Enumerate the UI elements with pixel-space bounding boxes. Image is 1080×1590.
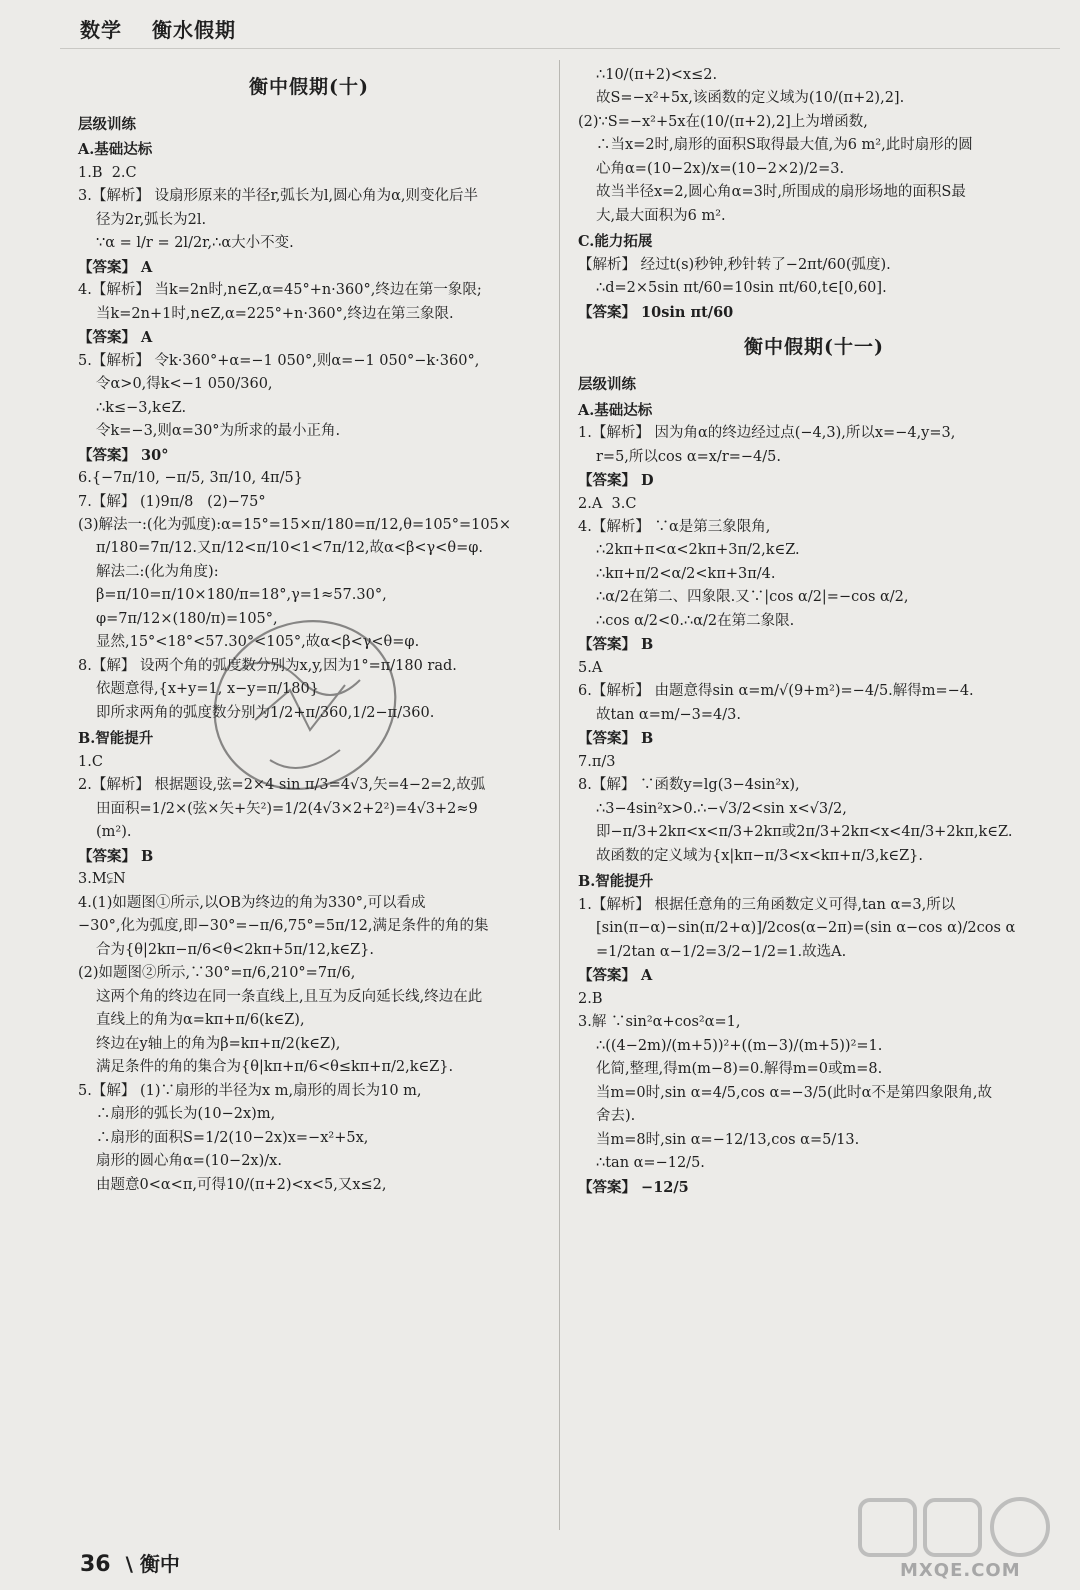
- text-line: A.基础达标: [578, 401, 653, 419]
- footer-separator: \: [125, 1552, 133, 1576]
- section-title-11: 衡中假期(十一): [744, 336, 884, 359]
- text-line: 【答案】 B: [78, 847, 154, 865]
- text-line: 层级训练: [78, 115, 136, 133]
- text-line: 依题意得,{x+y=1, x−y=π/180}: [96, 681, 319, 698]
- text-line: 6.【解析】 由题意得sin α=m/√(9+m²)=−4/5.解得m=−4.: [578, 683, 974, 700]
- page-header: [80, 14, 258, 43]
- text-line: 5.【解析】 令k·360°+α=−1 050°,则α=−1 050°−k·360°,: [78, 352, 480, 369]
- text-line: ∴k≤−3,k∈Z.: [96, 399, 187, 416]
- text-line: 当m=8时,sin α=−12/13,cos α=5/13.: [596, 1131, 860, 1148]
- text-line: 8.【解】 ∵函数y=lg(3−4sin²x),: [578, 777, 800, 794]
- text-line: (3)解法一:(化为弧度):α=15°=15×π/180=π/12,θ=105°=105×: [78, 517, 512, 533]
- text-line: 由题意0<α<π,可得10/(π+2)<x<5,又x≤2,: [96, 1176, 387, 1193]
- page-footer: [80, 1548, 180, 1577]
- section-title-10: 衡中假期(十): [249, 76, 369, 98]
- left-lines: [78, 113, 540, 1197]
- text-line: 【答案】 10sin πt/60: [578, 303, 734, 321]
- text-line: 直线上的角为α=kπ+π/6(k∈Z),: [96, 1012, 305, 1029]
- text-line: 7.π/3: [578, 753, 616, 770]
- text-line: 2.A 3.C: [578, 495, 637, 512]
- text-line: 6.{−7π/10, −π/5, 3π/10, 4π/5}: [78, 470, 303, 487]
- text-line: [sin(π−α)−sin(π/2+α)]/2cos(α−2π)=(sin α−cos α)/2cos α: [596, 920, 1016, 937]
- text-line: 1.C: [78, 753, 103, 770]
- header-rule: [60, 48, 1060, 49]
- text-line: ∴当x=2时,扇形的面积S取得最大值,为6 m²,此时扇形的圆: [596, 137, 973, 154]
- page-number: 36: [80, 1552, 111, 1577]
- text-line: ∴2kπ+π<α<2kπ+3π/2,k∈Z.: [596, 542, 800, 559]
- text-line: 8.【解】 设两个角的弧度数分别为x,y,因为1°=π/180 rad.: [78, 657, 457, 674]
- footer-label: 衡中: [139, 1552, 180, 1576]
- right-lines-top: [578, 64, 1050, 324]
- text-line: ∴d=2×5sin πt/60=10sin πt/60,t∈[0,60].: [596, 280, 887, 297]
- text-line: 化简,整理,得m(m−8)=0.解得m=0或m=8.: [596, 1061, 883, 1078]
- text-line: 即所求两角的弧度数分别为1/2+π/360,1/2−π/360.: [96, 704, 435, 721]
- text-line: 【答案】 B: [578, 636, 654, 654]
- text-line: 1.B 2.C: [78, 164, 137, 181]
- text-line: ∵α = l/r = 2l/2r,∴α大小不变.: [96, 235, 294, 252]
- text-line: 【答案】 B: [578, 730, 654, 748]
- text-line: 合为{θ|2kπ−π/6<θ<2kπ+5π/12,k∈Z}.: [96, 941, 375, 958]
- text-line: ∴扇形的弧长为(10−2x)m,: [96, 1106, 276, 1123]
- text-line: 令α>0,得k<−1 050/360,: [96, 376, 273, 393]
- text-line: 7.【解】 (1)9π/8 (2)−75°: [78, 493, 266, 510]
- text-line: 2.B: [578, 990, 603, 1007]
- text-line: A.基础达标: [78, 141, 153, 159]
- text-line: 即−π/3+2kπ<x<π/3+2kπ或2π/3+2kπ<x<4π/3+2kπ,k∈Z.: [596, 824, 1013, 841]
- text-line: 故函数的定义域为{x|kπ−π/3<x<kπ+π/3,k∈Z}.: [596, 847, 924, 864]
- text-line: B.智能提升: [78, 730, 154, 748]
- text-line: C.能力拓展: [578, 233, 653, 251]
- text-line: 大,最大面积为6 m².: [596, 207, 726, 224]
- text-line: 这两个角的终边在同一条直线上,且互为反向延长线,终边在此: [96, 988, 483, 1005]
- text-line: (m²).: [96, 824, 132, 841]
- text-line: 心角α=(10−2x)/x=(10−2×2)/2=3.: [596, 160, 845, 177]
- text-line: 故S=−x²+5x,该函数的定义域为(10/(π+2),2].: [596, 90, 905, 107]
- text-line: (2)如题图②所示,∵30°=π/6,210°=7π/6,: [78, 965, 356, 982]
- header-subject: 数学: [80, 18, 122, 42]
- text-line: π/180=7π/12.又π/12<π/10<1<7π/12,故α<β<γ<θ=φ.: [96, 540, 483, 557]
- text-line: 1.【解析】 根据任意角的三角函数定义可得,tan α=3,所以: [578, 896, 956, 913]
- text-line: ∴扇形的面积S=1/2(10−2x)x=−x²+5x,: [96, 1129, 369, 1146]
- column-divider: [559, 60, 560, 1530]
- text-line: 径为2r,弧长为2l.: [96, 211, 207, 228]
- text-line: 终边在y轴上的角为β=kπ+π/2(k∈Z),: [96, 1035, 341, 1052]
- text-line: 当m=0时,sin α=4/5,cos α=−3/5(此时α不是第四象限角,故: [596, 1084, 993, 1101]
- text-line: r=5,所以cos α=x/r=−4/5.: [596, 448, 781, 465]
- text-line: 4.(1)如题图①所示,以OB为终边的角为330°,可以看成: [78, 894, 426, 911]
- left-column: [78, 64, 540, 1197]
- text-line: 【答案】 A: [78, 329, 153, 347]
- text-line: ∴3−4sin²x>0.∴−√3/2<sin x<√3/2,: [596, 800, 847, 817]
- text-line: 扇形的圆心角α=(10−2x)/x.: [96, 1153, 282, 1170]
- text-line: 故当半径x=2,圆心角α=3时,所围成的扇形场地的面积S最: [596, 184, 966, 201]
- text-line: 当k=2n+1时,n∈Z,α=225°+n·360°,终边在第三象限.: [96, 305, 454, 322]
- text-line: 【解析】 经过t(s)秒钟,秒针转了−2πt/60(弧度).: [578, 256, 891, 273]
- text-line: 4.【解析】 ∵α是第三象限角,: [578, 519, 771, 535]
- text-line: 【答案】 D: [578, 472, 654, 490]
- text-line: ∴kπ+π/2<α/2<kπ+3π/4.: [596, 565, 776, 582]
- text-line: 舍去).: [596, 1108, 636, 1125]
- text-line: 3.解 ∵sin²α+cos²α=1,: [578, 1014, 741, 1031]
- text-line: 2.【解析】 根据题设,弦=2×4 sin π/3=4√3,矢=4−2=2,故弧: [78, 777, 486, 794]
- text-line: 显然,15°<18°<57.30°<105°,故α<β<γ<θ=φ.: [96, 634, 420, 651]
- text-line: 【答案】 A: [78, 258, 153, 276]
- text-line: 【答案】 30°: [78, 446, 169, 464]
- text-line: φ=7π/12×(180/π)=105°,: [96, 610, 278, 627]
- text-line: B.智能提升: [578, 873, 654, 891]
- text-line: 故tan α=m/−3=4/3.: [596, 706, 741, 723]
- text-line: 3.M⫋N: [78, 871, 126, 888]
- text-line: 层级训练: [578, 376, 636, 394]
- text-line: ∴α/2在第二、四象限.又∵|cos α/2|=−cos α/2,: [596, 589, 909, 606]
- text-line: 5.【解】 (1)∵扇形的半径为x m,扇形的周长为10 m,: [78, 1082, 422, 1099]
- text-line: ∴cos α/2<0.∴α/2在第二象限.: [596, 612, 795, 629]
- text-line: =1/2tan α−1/2=3/2−1/2=1.故选A.: [596, 943, 847, 960]
- text-line: (2)∵S=−x²+5x在(10/(π+2),2]上为增函数,: [578, 113, 868, 130]
- text-line: 4.【解析】 当k=2n时,n∈Z,α=45°+n·360°,终边在第一象限;: [78, 282, 482, 299]
- text-line: 5.A: [578, 659, 603, 676]
- text-line: 令k=−3,则α=30°为所求的最小正角.: [96, 423, 341, 440]
- right-column: [578, 64, 1050, 1199]
- header-book: 衡水假期: [151, 18, 236, 42]
- text-line: 1.【解析】 因为角α的终边经过点(−4,3),所以x=−4,y=3,: [578, 425, 956, 442]
- text-line: ∴((4−2m)/(m+5))²+((m−3)/(m+5))²=1.: [596, 1037, 883, 1054]
- watermark-text: MXQE.COM: [900, 1560, 1021, 1581]
- text-line: 田面积=1/2×(弦×矢+矢²)=1/2(4√3×2+2²)=4√3+2≈9: [96, 800, 478, 817]
- text-line: ∴tan α=−12/5.: [596, 1155, 705, 1172]
- text-line: 【答案】 −12/5: [578, 1178, 689, 1196]
- text-line: 解法二:(化为角度):: [96, 563, 219, 580]
- text-line: 【答案】 A: [578, 967, 653, 985]
- text-line: −30°,化为弧度,即−30°=−π/6,75°=5π/12,满足条件的角的集: [78, 918, 489, 935]
- right-lines-bottom: [578, 373, 1050, 1199]
- text-line: 满足条件的角的集合为{θ|kπ+π/6<θ≤kπ+π/2,k∈Z}.: [96, 1059, 454, 1076]
- text-line: ∴10/(π+2)<x≤2.: [596, 67, 718, 83]
- text-line: 3.【解析】 设扇形原来的半径r,弧长为l,圆心角为α,则变化后半: [78, 188, 479, 205]
- text-line: β=π/10=π/10×180/π=18°,γ=1≈57.30°,: [96, 587, 387, 604]
